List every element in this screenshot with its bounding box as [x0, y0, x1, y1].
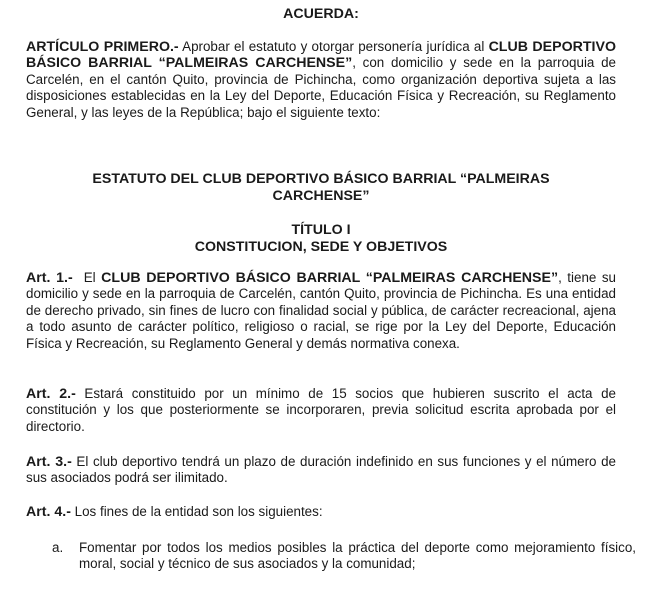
article-2	[26, 386, 616, 435]
club-name: CLUB DEPORTIVO BÁSICO BARRIAL “PALMEIRAS CARCHENSE”	[26, 39, 616, 72]
article-2-text: Estará constituido por un mínimo de 15 socios que hubieren suscrito el acta de constitución y los que posteriormente se incorporaren, previa solicitud escrita aprobada por el directorio.	[26, 386, 616, 434]
article-1-label: Art. 1.-	[26, 270, 73, 286]
estatuto-title-line-2: CARCHENSE”	[272, 188, 370, 204]
articulo-primero-text-2: , con domicilio y sede en la parroquia de Carcelén, en el cantón Quito, provincia de Pichincha, como organización deportiva sujeta a las disposiciones establecidas en la Ley del Deporte, Educación Física y Recreación, su Reglamento General, y las leyes de la República; bajo el siguiente texto:	[26, 55, 616, 120]
estatuto-title-line-1: ESTATUTO DEL CLUB DEPORTIVO BÁSICO BARRIAL “PALMEIRAS	[92, 171, 550, 187]
article-1-pre: El	[72, 270, 102, 285]
articulo-primero-paragraph	[26, 39, 616, 121]
article-3-label: Art. 3.-	[26, 454, 72, 470]
article-4-text: Los fines de la entidad son los siguientes:	[70, 504, 323, 519]
articulo-primero-label: ARTÍCULO PRIMERO.-	[26, 39, 179, 55]
article-4-label: Art. 4.-	[26, 504, 71, 520]
article-1	[26, 270, 616, 352]
titulo-line-2: CONSTITUCION, SEDE Y OBJETIVOS	[194, 239, 448, 255]
fines-item-a-text: Fomentar por todos los medios posibles la práctica del deporte como mejoramiento físico, moral, social y técnico de sus asociados y la comunidad;	[79, 540, 636, 572]
article-1-club-name: CLUB DEPORTIVO BÁSICO BARRIAL “PALMEIRAS CARCHENSE”	[101, 270, 559, 286]
acuerda-heading: ACUERDA:	[283, 6, 359, 22]
titulo-heading	[26, 222, 616, 256]
article-3-text: El club deportivo tendrá un plazo de duración indefinido en sus funciones y el número de sus asociados podrá ser ilimitado.	[26, 454, 617, 486]
estatuto-title	[26, 171, 616, 205]
article-3	[26, 454, 616, 487]
fines-item-a	[52, 540, 636, 573]
articulo-primero-text-1: Aprobar el estatuto y otorgar personería jurídica al	[178, 39, 489, 54]
titulo-line-1: TÍTULO I	[291, 222, 351, 238]
fines-item-a-marker: a.	[52, 540, 64, 555]
article-4	[26, 504, 616, 520]
article-2-label: Art. 2.-	[26, 386, 76, 402]
article-1-text: , tiene su domicilio y sede en la parroquia de Carcelén, cantón Quito, provincia de Pichincha. Es una entidad de derecho privado, sin fines de lucro con finalidad social y pública, de carácter recreacional, ajena a todo asunto de carácter político, religioso o racial, se rige por la Ley del Deporte, Educación Física y Recreación, su Reglamento General y demás normativa conexa.	[26, 270, 616, 351]
